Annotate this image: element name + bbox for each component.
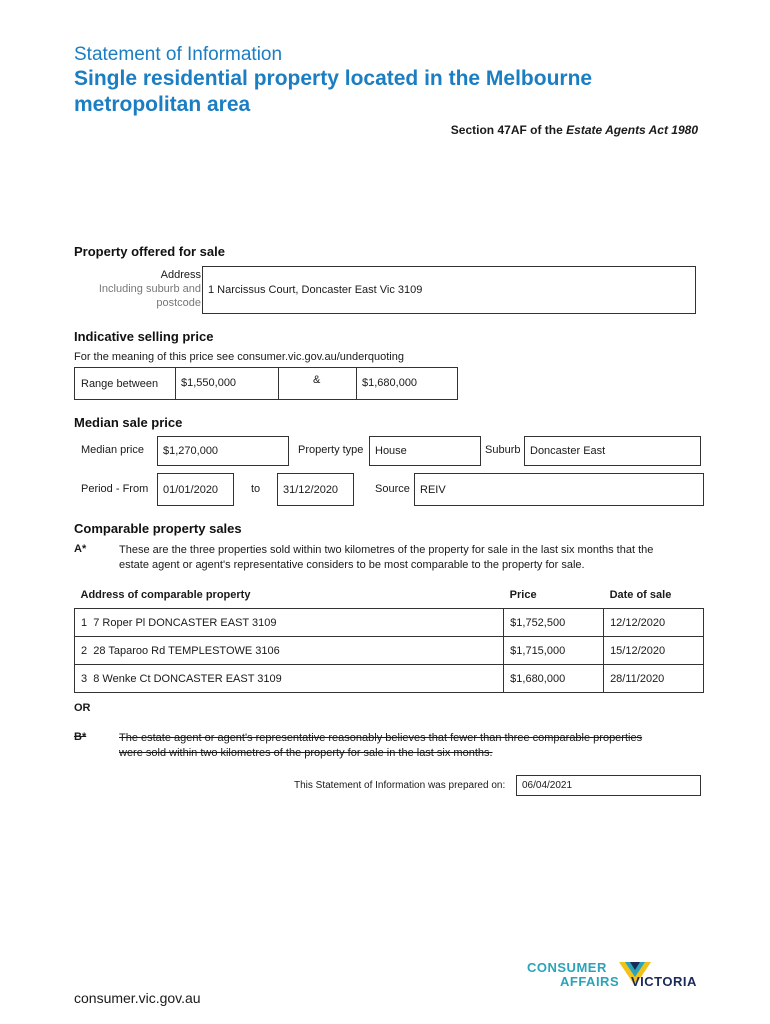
logo-text-affairs: AFFAIRS [560,974,620,989]
address-label-block [74,268,201,310]
range-low-field[interactable]: $1,550,000 [175,367,279,400]
range-label: Range between [81,378,159,390]
range-high-field[interactable]: $1,680,000 [356,367,458,400]
table-row [75,637,704,665]
median-price-field[interactable]: $1,270,000 [157,436,289,466]
row-address: 8 Wenke Ct DONCASTER EAST 3109 [93,672,282,685]
prepared-label: This Statement of Information was prepared on: [294,780,506,791]
median-heading: Median sale price [74,415,183,430]
section-prefix: Section 47AF of the [450,123,567,137]
comparable-price-cell[interactable]: $1,752,500 [504,609,604,637]
option-b-marker: B* [74,731,87,743]
row-number: 1 [81,616,88,629]
option-a-marker: A* [74,543,87,555]
address-field[interactable]: 1 Narcissus Court, Doncaster East Vic 3109 [202,266,696,314]
comparable-address-cell[interactable] [75,665,504,693]
page-title [74,66,714,118]
address-sublabel-1: Including suburb and [98,283,201,295]
statement-title: Statement of Information [74,44,283,65]
logo-text-consumer: CONSUMER [527,960,607,975]
comparable-heading: Comparable property sales [74,521,242,536]
comparable-date-cell[interactable]: 28/11/2020 [604,665,704,693]
logo-text-victoria: VICTORIA [631,974,697,989]
address-label: Address [160,269,201,281]
comparable-address-cell[interactable] [75,609,504,637]
page-title-line1: Single residential property located in the Melbourne [74,67,593,90]
indicative-heading: Indicative selling price [74,329,214,344]
table-row [75,665,704,693]
table-row [75,609,704,637]
period-to-label: to [251,483,261,495]
consumer-affairs-victoria-logo [527,958,707,1008]
row-number: 2 [81,644,88,657]
option-b-text-line1: The estate agent or agent's representative reasonably believes that fewer than three comparable properties [119,732,643,744]
option-b-text-line2: were sold within two kilometres of the property for sale in the last six months. [119,747,493,759]
suburb-label: Suburb [485,444,521,456]
comparable-date-cell[interactable]: 15/12/2020 [604,637,704,665]
prepared-date-field[interactable]: 06/04/2021 [516,775,701,796]
address-sublabel-2: postcode [156,297,201,309]
footer-url[interactable]: consumer.vic.gov.au [74,990,201,1006]
option-b-text [119,731,709,761]
column-header-date: Date of sale [609,589,672,601]
or-label: OR [74,702,91,714]
option-a-text [119,543,709,573]
suburb-field[interactable]: Doncaster East [524,436,701,466]
row-address: 28 Taparoo Rd TEMPLESTOWE 3106 [93,644,280,657]
property-type-label: Property type [298,444,364,456]
period-from-label: Period - From [81,483,149,495]
page-title-line2: metropolitan area [74,93,251,116]
comparable-price-cell[interactable]: $1,680,000 [504,665,604,693]
comparable-table [74,582,704,693]
comparable-header-row [75,582,704,609]
comparable-price-cell[interactable]: $1,715,000 [504,637,604,665]
property-heading: Property offered for sale [74,244,225,259]
comparable-date-cell[interactable]: 12/12/2020 [604,609,704,637]
column-header-price: Price [509,589,537,601]
section-act: Estate Agents Act 1980 [566,123,698,137]
underquoting-note: For the meaning of this price see consumer.vic.gov.au/underquoting [74,351,404,363]
property-type-field[interactable]: House [369,436,481,466]
section-reference [451,123,698,137]
comparable-address-cell[interactable] [75,637,504,665]
source-field[interactable]: REIV [414,473,704,506]
option-a-text-line1: These are the three properties sold within two kilometres of the property for sale in the last six months that the [119,544,654,556]
period-from-field[interactable]: 01/01/2020 [157,473,234,506]
row-address: 7 Roper Pl DONCASTER EAST 3109 [93,616,277,629]
column-header-address: Address of comparable property [80,589,251,601]
median-price-label: Median price [81,444,144,456]
period-to-field[interactable]: 31/12/2020 [277,473,354,506]
source-label: Source [375,483,410,495]
option-a-text-line2: estate agent or agent's representative considers to be most comparable to the property for sale. [119,559,585,571]
row-number: 3 [81,672,88,685]
range-ampersand: & [313,374,321,386]
